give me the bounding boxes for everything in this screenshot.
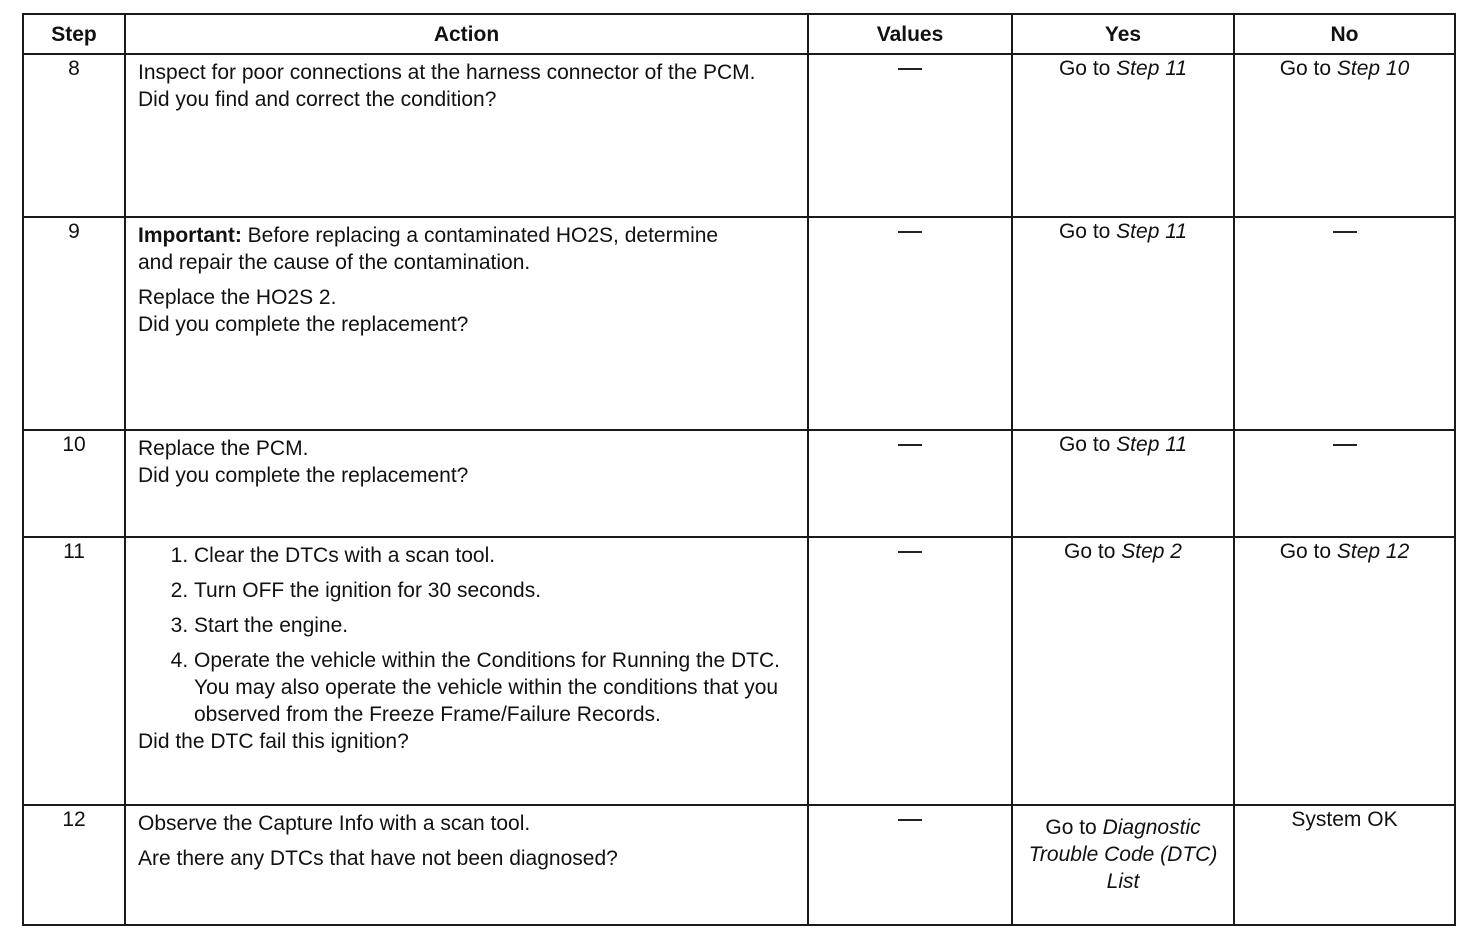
no-cell [1234,217,1455,430]
action-question: Did you complete the replacement? [138,313,469,336]
yes-cell [1012,537,1234,805]
no-cell [1234,54,1455,217]
dash-mark [898,551,922,553]
important-label: Important: [138,224,242,247]
no-cell [1234,430,1455,537]
yes-link[interactable]: Go to Step 2 [1064,540,1182,563]
yes-target: Step 2 [1121,540,1182,563]
action-text: Replace the HO2S 2. [138,286,337,309]
action-cell [125,805,808,925]
yes-link[interactable]: Go to Step 11 [1058,220,1188,243]
action-text: Inspect for poor connections at the harness connector of the PCM. [138,61,756,84]
values-cell [808,217,1012,430]
yes-target: Diagnostic Trouble Code (DTC) List [1028,816,1218,893]
yes-cell [1012,430,1234,537]
dash-mark [898,68,922,70]
dash-mark [1333,444,1357,446]
action-cell [125,537,808,805]
no-link[interactable]: Go to Step 10 [1279,57,1410,80]
action-question: Did you complete the replacement? [138,464,469,487]
action-cell [125,217,808,430]
dash-mark [898,819,922,821]
important-note [138,222,797,276]
important-text: Before replacing a contaminated HO2S, determine and repair the cause of the contamination. [138,224,719,274]
list-item: 4. Operate the vehicle within the Conditions for Running the DTC. You may also operate the vehicle within the conditions that you observed from the Freeze Frame/Failure Records. [194,647,797,728]
yes-link[interactable]: Go to Diagnostic Trouble Code (DTC) List [1028,816,1218,893]
step-number: 12 [23,805,125,925]
values-cell [808,54,1012,217]
no-target: Step 10 [1336,57,1410,80]
diagnostic-table [22,13,1456,926]
list-item: 2. Turn OFF the ignition for 30 seconds. [194,577,797,604]
header-values: Values [808,14,1012,54]
step-number: 11 [23,537,125,805]
yes-cell [1012,805,1234,925]
table-row [23,537,1455,805]
step-number: 8 [23,54,125,217]
action-question: Are there any DTCs that have not been diagnosed? [138,847,618,870]
step-number: 10 [23,430,125,537]
header-row [23,14,1455,54]
procedure-list [138,542,797,728]
list-item: 3. Start the engine. [194,612,797,639]
yes-cell [1012,217,1234,430]
values-cell [808,537,1012,805]
yes-link[interactable]: Go to Step 11 [1058,433,1188,456]
step-number: 9 [23,217,125,430]
dash-mark [1333,231,1357,233]
action-question: Did the DTC fail this ignition? [138,730,409,753]
values-cell [808,805,1012,925]
yes-cell [1012,54,1234,217]
table-row [23,217,1455,430]
list-item: 1. Clear the DTCs with a scan tool. [194,542,797,569]
header-no: No [1234,14,1455,54]
system-ok-text: System OK [1291,808,1398,831]
table-row [23,430,1455,537]
action-text: Observe the Capture Info with a scan tool. [138,812,531,835]
action-cell [125,54,808,217]
dash-mark [898,231,922,233]
values-cell [808,430,1012,537]
yes-target: Step 11 [1116,220,1188,243]
no-cell [1234,805,1455,925]
action-question: Did you find and correct the condition? [138,88,497,111]
dash-mark [898,444,922,446]
yes-link[interactable]: Go to Step 11 [1058,57,1188,80]
table-row [23,805,1455,925]
action-cell [125,430,808,537]
no-target: Step 12 [1336,540,1410,563]
header-step: Step [23,14,125,54]
header-yes: Yes [1012,14,1234,54]
yes-target: Step 11 [1116,433,1188,456]
action-text: Replace the PCM. [138,437,309,460]
table-row [23,54,1455,217]
header-action: Action [125,14,808,54]
no-link[interactable]: Go to Step 12 [1279,540,1410,563]
yes-target: Step 11 [1116,57,1188,80]
no-cell [1234,537,1455,805]
